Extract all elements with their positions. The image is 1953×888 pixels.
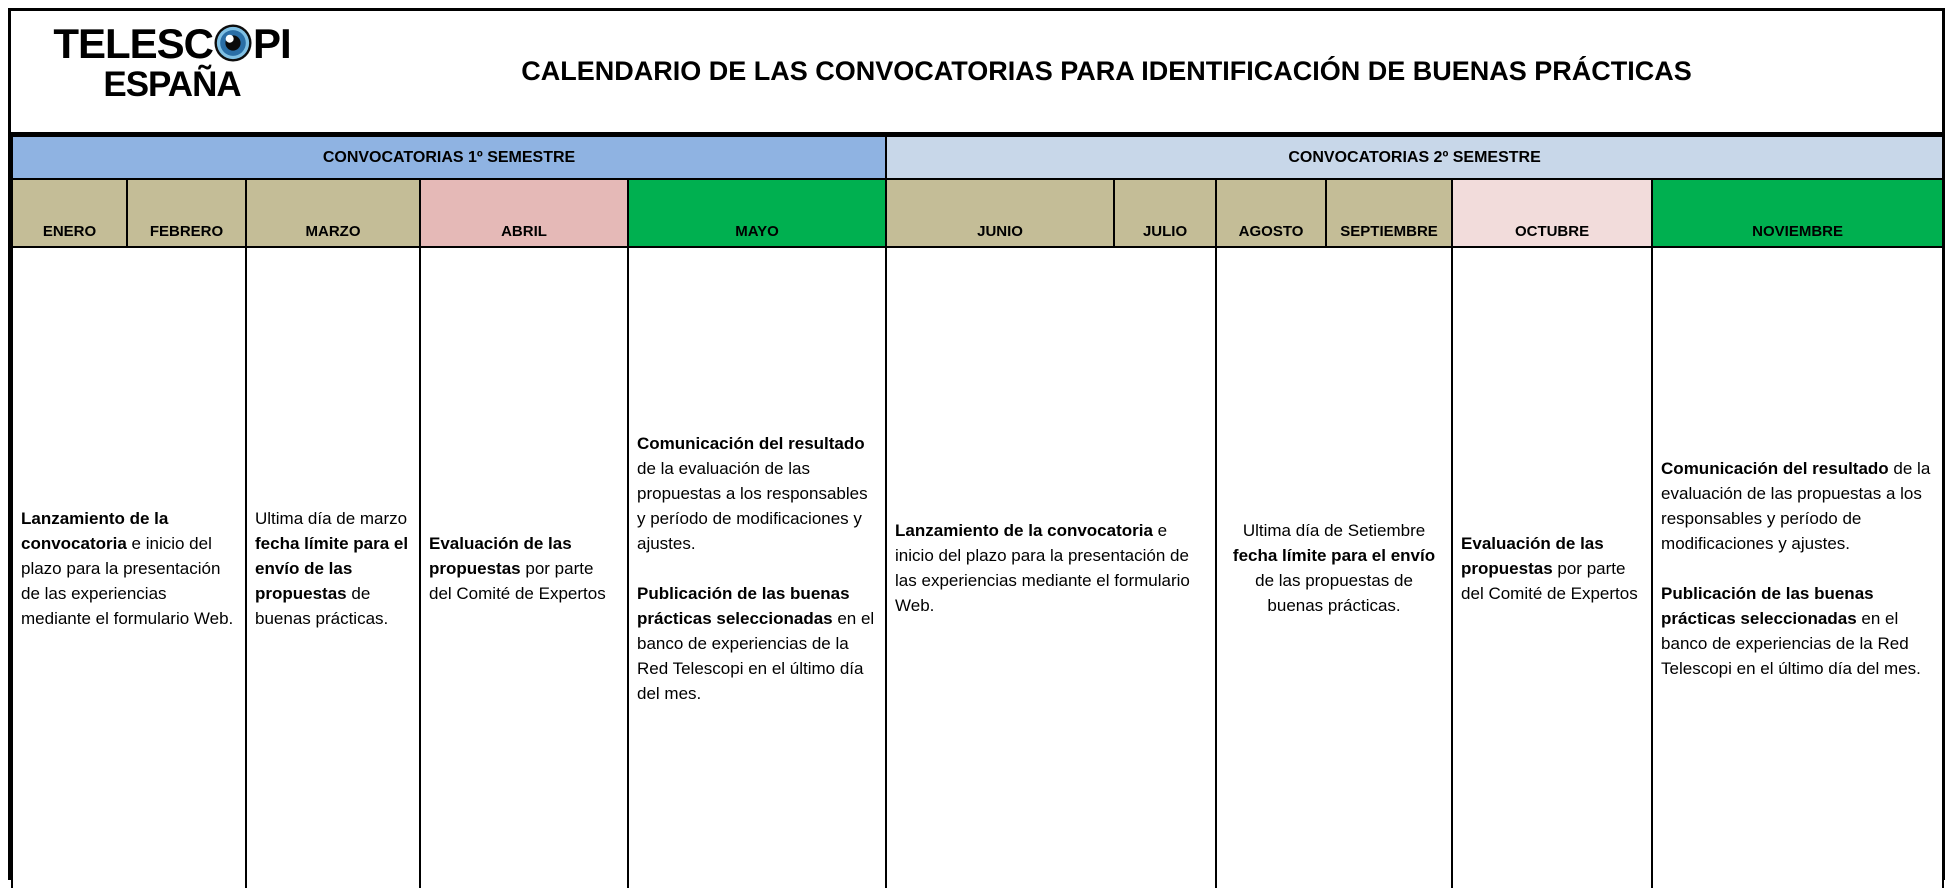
cell-text: Lanzamiento de la convocatoria e inicio del plazo para la presentación de las experiencias mediante el formulario Web. <box>21 508 234 628</box>
calendar-table <box>11 135 1944 888</box>
logo-text-left: TELESC <box>53 20 213 67</box>
month-header-noviembre: NOVIEMBRE <box>1652 179 1943 247</box>
month-header-row <box>12 179 1943 247</box>
cell-enero-febrero <box>12 247 246 888</box>
semester-1-header: CONVOCATORIAS 1º SEMESTRE <box>12 136 886 179</box>
cell-octubre <box>1452 247 1652 888</box>
month-header-septiembre: SEPTIEMBRE <box>1326 179 1452 247</box>
month-header-febrero: FEBRERO <box>127 179 246 247</box>
cell-text: Ultima día de Setiembre fecha límite para el envío de las propuestas de buenas prácticas. <box>1232 521 1436 615</box>
month-header-marzo: MARZO <box>246 179 420 247</box>
cell-marzo <box>246 247 420 888</box>
cell-text: Lanzamiento de la convocatoria e inicio del plazo para la presentación de las experiencias mediante el formulario Web. <box>895 521 1190 615</box>
cell-text: Publicación de las buenas prácticas seleccionadas en el banco de experiencias de la Red Telescopi en el último día del mes. <box>637 583 875 703</box>
content-row <box>12 247 1943 888</box>
cell-mayo <box>628 247 886 888</box>
month-header-mayo: MAYO <box>628 179 886 247</box>
month-header-octubre: OCTUBRE <box>1452 179 1652 247</box>
cell-noviembre <box>1652 247 1943 888</box>
title-row <box>11 11 1942 135</box>
cell-text: Ultima día de marzo fecha límite para el envío de las propuestas de buenas prácticas. <box>255 508 409 628</box>
cell-text: Evaluación de las propuestas por parte del Comité de Expertos <box>429 533 606 603</box>
month-header-abril: ABRIL <box>420 179 628 247</box>
cell-text: Publicación de las buenas prácticas seleccionadas en el banco de experiencias de la Red Telescopi en el último día del mes. <box>1661 583 1921 678</box>
cell-abril <box>420 247 628 888</box>
page-title: CALENDARIO DE LAS CONVOCATORIAS PARA IDENTIFICACIÓN DE BUENAS PRÁCTICAS <box>521 56 1692 86</box>
eye-icon <box>214 24 252 62</box>
month-header-enero: ENERO <box>12 179 127 247</box>
cell-junio-julio <box>886 247 1216 888</box>
month-header-julio: JULIO <box>1114 179 1216 247</box>
logo-wordmark <box>47 20 297 67</box>
semester-2-header: CONVOCATORIAS 2º SEMESTRE <box>886 136 1943 179</box>
month-header-agosto: AGOSTO <box>1216 179 1326 247</box>
semester-row <box>12 136 1943 179</box>
calendar-sheet <box>8 8 1945 880</box>
cell-text: Evaluación de las propuestas por parte del Comité de Expertos <box>1461 533 1638 603</box>
telescopi-logo <box>47 20 297 104</box>
cell-agosto-septiembre <box>1216 247 1452 888</box>
cell-text: Comunicación del resultado de la evaluación de las propuestas a los responsables y período de modificaciones y ajustes. <box>637 433 868 553</box>
month-header-junio: JUNIO <box>886 179 1114 247</box>
cell-text: Comunicación del resultado de la evaluación de las propuestas a los responsables y período de modificaciones y ajustes. <box>1661 458 1931 553</box>
logo-text-right: PI <box>253 20 291 67</box>
logo-country: ESPAÑA <box>103 65 241 104</box>
